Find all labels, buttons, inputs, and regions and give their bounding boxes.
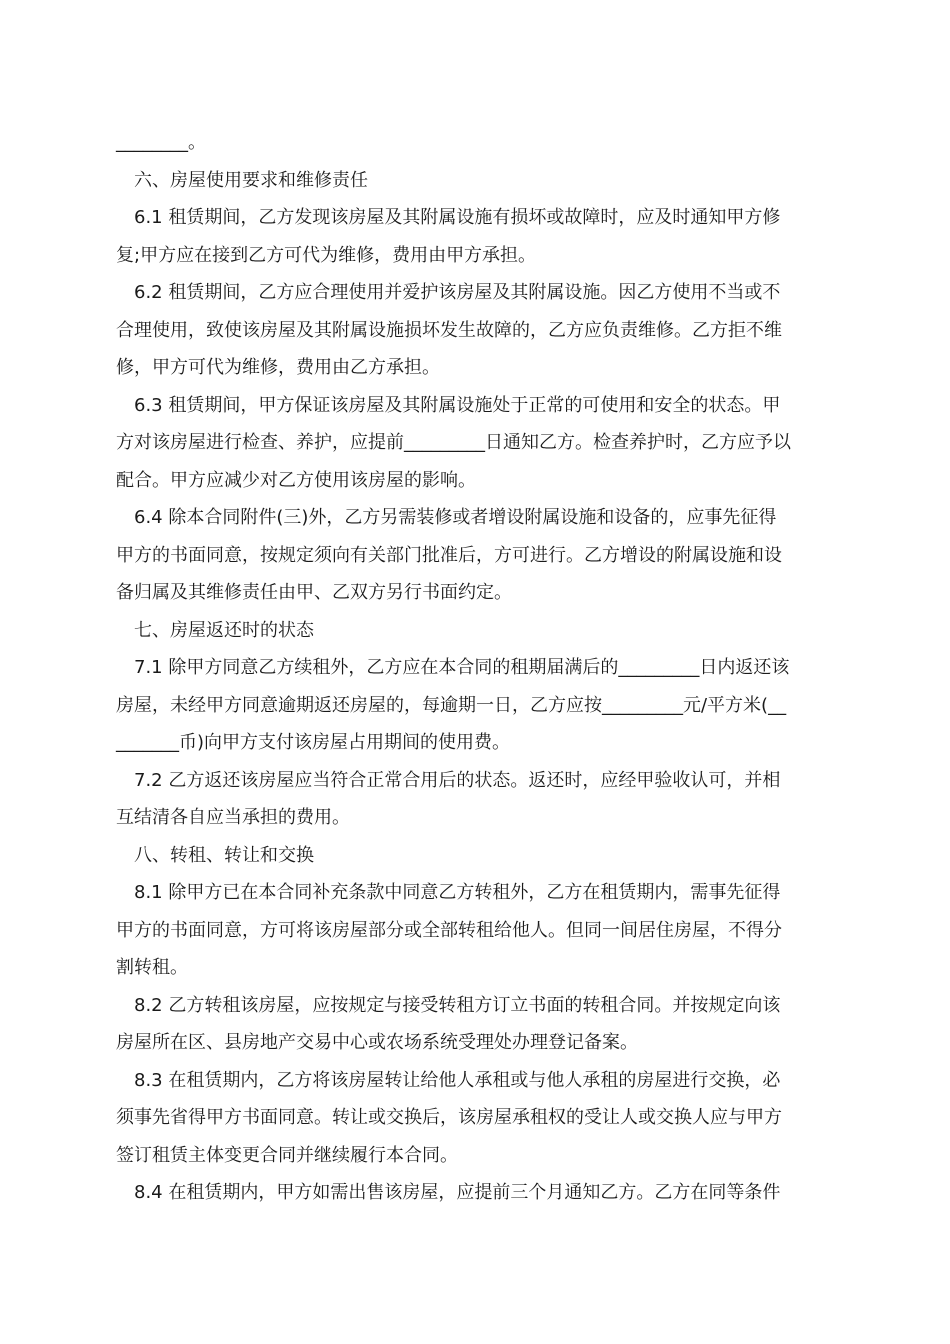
paragraph-line: 六、房屋使用要求和维修责任	[134, 169, 368, 191]
paragraph-line: 甲方的书面同意，按规定须向有关部门批准后，方可进行。乙方增设的附属设施和设	[116, 544, 782, 566]
paragraph-line: 8.3 在租赁期内，乙方将该房屋转让给他人承租或与他人承租的房屋进行交换，必	[134, 1069, 781, 1091]
paragraph-line: 互结清各自应当承担的费用。	[116, 807, 350, 828]
paragraph-line: 房屋所在区、县房地产交易中心或农场系统受理处办理登记备案。	[116, 1032, 638, 1053]
paragraph-line: _______币)向甲方支付该房屋占用期间的使用费。	[116, 732, 511, 753]
paragraph-line: 7.2 乙方返还该房屋应当符合正常合用后的状态。返还时，应经甲验收认可，并相	[134, 769, 781, 791]
paragraph-line: 8.4 在租赁期内，甲方如需出售该房屋，应提前三个月通知乙方。乙方在同等条件	[134, 1182, 781, 1203]
paragraph-line: 须事先省得甲方书面同意。转让或交换后，该房屋承租权的受让人或交换人应与甲方	[116, 1107, 782, 1128]
paragraph-line: 八、转租、转让和交换	[134, 844, 314, 866]
paragraph-line: 6.1 租赁期间，乙方发现该房屋及其附属设施有损坏或故障时，应及时通知甲方修	[134, 207, 781, 228]
paragraph-line: 备归属及其维修责任由甲、乙双方另行书面约定。	[116, 582, 512, 603]
paragraph-line: 7.1 除甲方同意乙方续租外，乙方应在本合同的租期届满后的_________日内返还该	[134, 657, 790, 678]
paragraph-line: 8.2 乙方转租该房屋，应按规定与接受转租方订立书面的转租合同。并按规定向该	[134, 994, 781, 1016]
paragraph-line: 配合。甲方应减少对乙方使用该房屋的影响。	[116, 469, 476, 491]
paragraph-line: ________。	[116, 132, 206, 153]
paragraph	[116, 1062, 836, 1175]
paragraph	[116, 612, 836, 650]
paragraph-line: 6.3 租赁期间，甲方保证该房屋及其附属设施处于正常的可使用和安全的状态。甲	[134, 394, 781, 416]
paragraph-line: 修，甲方可代为维修，费用由乙方承担。	[116, 357, 440, 378]
paragraph-line: 方对该房屋进行检查、养护，应提前_________日通知乙方。检查养护时，乙方应予以	[116, 432, 791, 453]
document-body	[116, 124, 836, 1212]
paragraph-line: 6.4 除本合同附件(三)外，乙方另需装修或者增设附属设施和设备的，应事先征得	[134, 507, 777, 528]
paragraph-line: 签订租赁主体变更合同并继续履行本合同。	[116, 1144, 458, 1166]
paragraph-line: 七、房屋返还时的状态	[134, 619, 314, 641]
paragraph	[116, 124, 836, 162]
paragraph	[116, 874, 836, 987]
paragraph-line: 割转租。	[116, 957, 188, 978]
paragraph-line: 房屋，未经甲方同意逾期返还房屋的，每逾期一日，乙方应按_________元/平方米(__	[116, 694, 787, 716]
paragraph	[116, 162, 836, 200]
paragraph	[116, 987, 836, 1062]
paragraph	[116, 499, 836, 612]
paragraph	[116, 762, 836, 837]
paragraph-line: 6.2 租赁期间，乙方应合理使用并爱护该房屋及其附属设施。因乙方使用不当或不	[134, 282, 781, 303]
paragraph-line: 合理使用，致使该房屋及其附属设施损坏发生故障的，乙方应负责维修。乙方拒不维	[116, 319, 782, 341]
paragraph	[116, 837, 836, 875]
paragraph	[116, 649, 836, 762]
paragraph-line: 甲方的书面同意，方可将该房屋部分或全部转租给他人。但同一间居住房屋，不得分	[116, 919, 782, 941]
paragraph	[116, 387, 836, 500]
paragraph	[116, 199, 836, 274]
paragraph	[116, 274, 836, 387]
paragraph	[116, 1174, 836, 1212]
paragraph-line: 复;甲方应在接到乙方可代为维修，费用由甲方承担。	[116, 244, 537, 266]
paragraph-line: 8.1 除甲方已在本合同补充条款中同意乙方转租外，乙方在租赁期内，需事先征得	[134, 882, 781, 903]
